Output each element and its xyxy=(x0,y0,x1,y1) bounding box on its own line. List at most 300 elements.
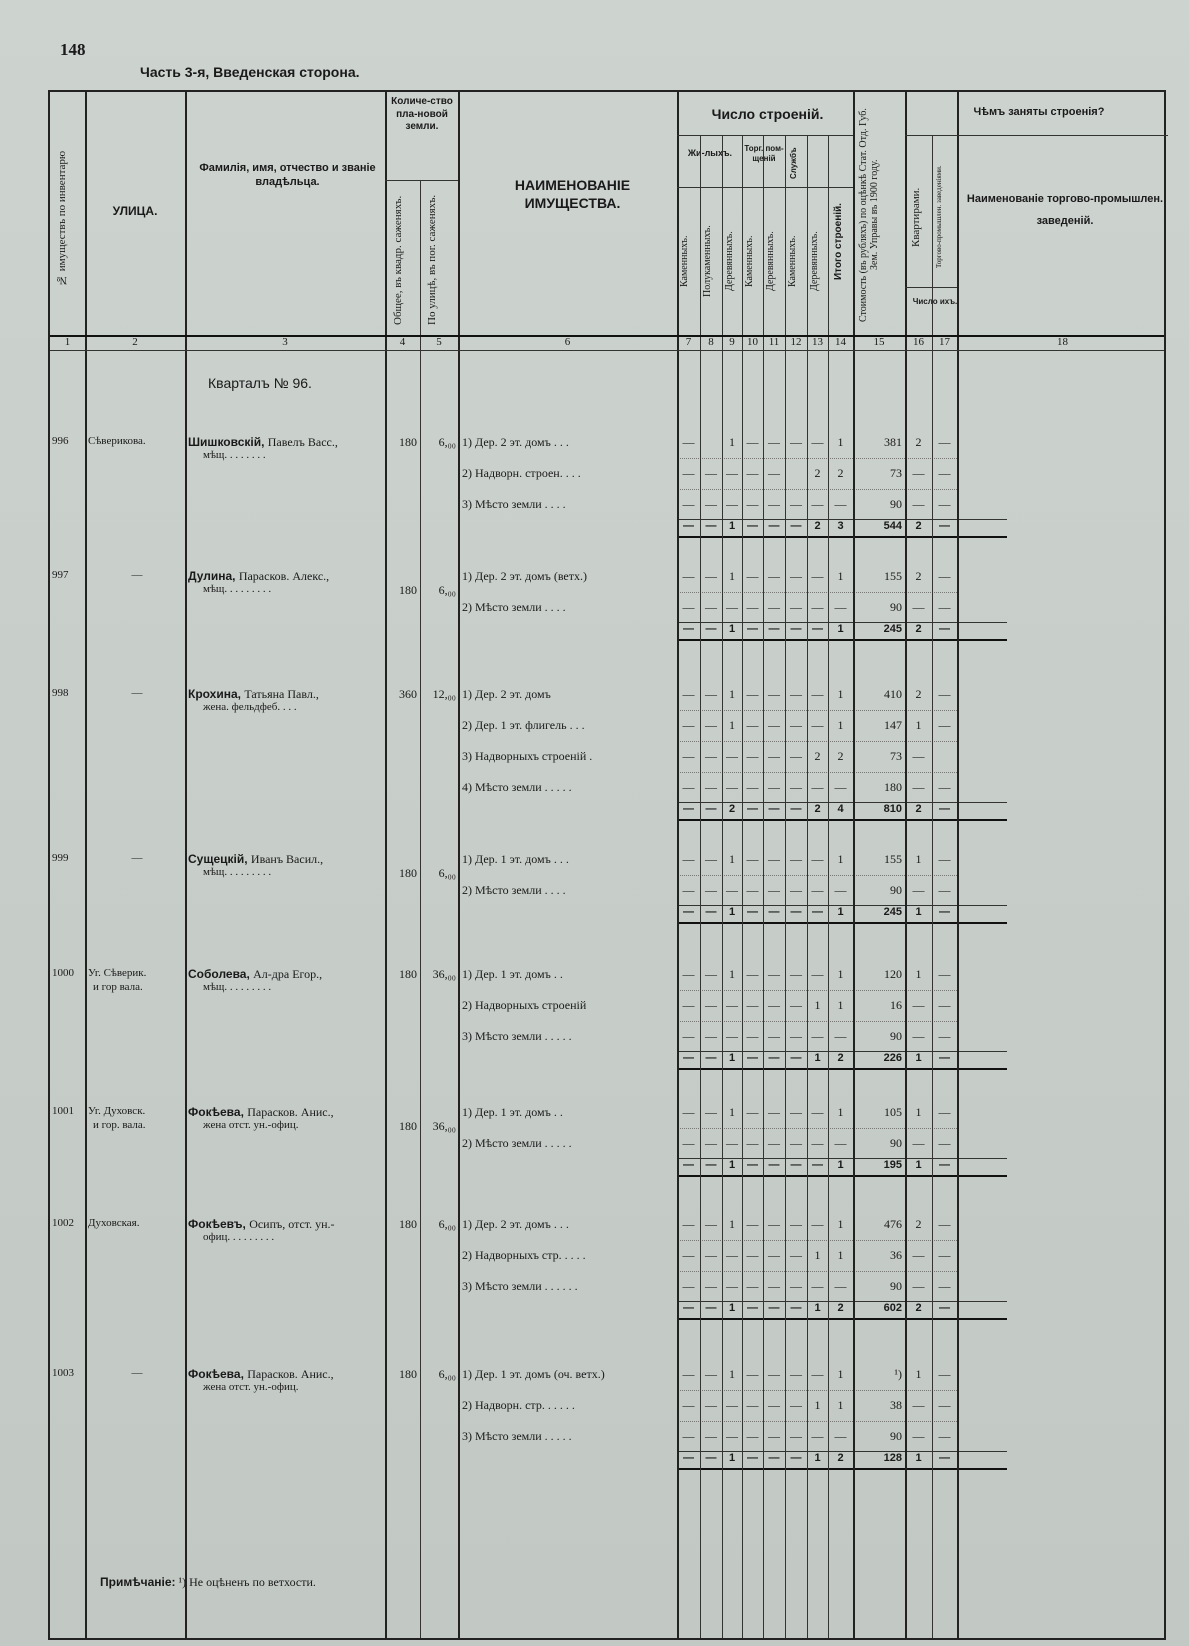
total-c12: — xyxy=(790,906,802,918)
total-c17: — xyxy=(939,520,950,532)
cell-c13: — xyxy=(811,883,824,897)
total-c16: 2 xyxy=(915,1302,922,1314)
cell-c9: — xyxy=(726,1279,738,1293)
header-count: Число ихъ. xyxy=(912,297,958,306)
total-c9: 2 xyxy=(728,803,736,815)
land-frontage: 6,₀₀ xyxy=(438,583,456,597)
total-c9: 1 xyxy=(728,1159,736,1171)
owner-name xyxy=(188,967,322,982)
header-total-buildings: Итого строеній. xyxy=(833,203,844,281)
cell-c8: — xyxy=(705,883,717,897)
cell-c10: — xyxy=(746,435,759,449)
cell-c7: — xyxy=(682,600,695,614)
cell-c8: — xyxy=(705,780,717,794)
column-number: 16 xyxy=(913,336,924,348)
total-c16: 1 xyxy=(915,1159,922,1171)
street-name: — xyxy=(131,569,143,581)
land-frontage: 36,₀₀ xyxy=(432,1119,456,1133)
cell-c10: — xyxy=(746,998,759,1012)
header-buildings-group: Число строеній. xyxy=(711,106,824,122)
cell-c13: — xyxy=(811,1136,824,1150)
cell-c17: — xyxy=(938,1029,951,1043)
cell-c11: — xyxy=(768,1217,780,1231)
cell-c16: 1 xyxy=(915,852,922,866)
header-rule xyxy=(385,180,458,181)
cell-c13: 2 xyxy=(814,749,821,763)
cell-c12: — xyxy=(790,1105,802,1119)
total-c15: 245 xyxy=(883,623,902,635)
total-c17: — xyxy=(939,803,950,815)
cell-c7: — xyxy=(682,1217,695,1231)
cell-c15: 38 xyxy=(890,1398,902,1412)
land-area: 180 xyxy=(399,435,417,449)
owner-given: Иванъ Васил., xyxy=(250,852,324,866)
land-area: 360 xyxy=(399,687,417,701)
cell-c16: — xyxy=(912,1279,925,1293)
cell-c8: — xyxy=(705,1367,717,1381)
cell-c8: — xyxy=(705,1279,717,1293)
row-rule xyxy=(677,592,957,593)
total-c13: 1 xyxy=(814,1452,821,1464)
number-row-rule xyxy=(50,350,1164,351)
total-c9: 1 xyxy=(728,906,736,918)
total-c14: 2 xyxy=(837,1452,844,1464)
total-c17: — xyxy=(939,1052,950,1064)
cell-c9: — xyxy=(726,1029,738,1043)
total-c12: — xyxy=(790,803,802,815)
cell-c9: — xyxy=(726,749,738,763)
cell-c11: — xyxy=(768,1398,780,1412)
cell-c8: — xyxy=(705,687,717,701)
property-item-name: 1) Дер. 2 эт. домъ (ветх.) xyxy=(462,569,587,583)
cell-c17: — xyxy=(938,466,951,480)
cell-c10: — xyxy=(746,466,759,480)
cell-c14: 1 xyxy=(837,1248,844,1262)
cell-c14: — xyxy=(834,780,847,794)
header-apartments: Квартирами. xyxy=(910,187,922,247)
header-street: УЛИЦА. xyxy=(112,204,158,218)
cell-c7: — xyxy=(682,1398,695,1412)
cell-c15: 120 xyxy=(884,967,902,981)
cell-c14: — xyxy=(834,1029,847,1043)
row-rule xyxy=(677,458,957,459)
cell-c14: — xyxy=(834,1429,847,1443)
cell-c17: — xyxy=(938,1279,951,1293)
owner-title: мѣщ. . . . . . . . . xyxy=(203,866,272,878)
header-valuation: Стоимость (въ рубляхъ) по оцѣнкѣ Стат. Отд. Губ. Зем. Управы въ 1900 году. xyxy=(858,108,880,322)
column-rule xyxy=(385,92,387,1638)
column-rule xyxy=(957,92,959,1638)
cell-c10: — xyxy=(746,569,759,583)
owner-surname: Сущецкій, xyxy=(188,852,251,866)
cell-c13: — xyxy=(811,852,824,866)
cell-c16: — xyxy=(912,600,925,614)
total-c9: 1 xyxy=(728,623,736,635)
land-area: 180 xyxy=(399,1217,417,1231)
total-c12: — xyxy=(790,1052,802,1064)
row-rule xyxy=(677,1390,957,1391)
header-area: Общее, въ квадр. саженяхъ. xyxy=(392,195,404,325)
cell-c16: — xyxy=(912,1029,925,1043)
cell-c12: — xyxy=(790,1029,802,1043)
cell-c7: — xyxy=(682,780,695,794)
cell-c9: 1 xyxy=(729,852,735,866)
cell-c16: — xyxy=(912,749,925,763)
header-rule xyxy=(905,135,1168,136)
total-c15: 195 xyxy=(883,1159,902,1171)
cell-c9: — xyxy=(726,780,738,794)
total-c7: — xyxy=(683,623,694,635)
cell-c17: — xyxy=(938,1398,951,1412)
cell-c7: — xyxy=(682,749,695,763)
cell-c10: — xyxy=(746,1105,759,1119)
cell-c8: — xyxy=(705,1029,717,1043)
footnote-label: Примѣчаніе: xyxy=(100,1575,176,1589)
cell-c8: — xyxy=(705,749,717,763)
cell-c9: — xyxy=(726,497,738,511)
cell-c10: — xyxy=(746,1029,759,1043)
cell-c10: — xyxy=(746,687,759,701)
cell-c11: — xyxy=(768,1279,780,1293)
column-rule xyxy=(742,135,743,1638)
inventory-number: 1001 xyxy=(52,1105,74,1117)
column-number: 13 xyxy=(812,336,823,348)
cell-c12: — xyxy=(790,497,802,511)
column-number: 18 xyxy=(1057,336,1068,348)
cell-c15: 36 xyxy=(890,1248,902,1262)
property-item-name: 2) Мѣсто земли . . . . xyxy=(462,883,566,897)
cell-c7: — xyxy=(682,435,695,449)
cell-c7: — xyxy=(682,466,695,480)
cell-c10: — xyxy=(746,497,759,511)
column-number: 17 xyxy=(939,336,950,348)
total-c11: — xyxy=(768,906,780,918)
cell-c13: — xyxy=(811,497,824,511)
column-rule xyxy=(853,92,855,1638)
owner-surname: Фокѣева, xyxy=(188,1105,248,1119)
cell-c10: — xyxy=(746,1217,759,1231)
cell-c15: 90 xyxy=(890,883,902,897)
quarter-title: Кварталъ № 96. xyxy=(208,375,312,391)
cell-c15: 147 xyxy=(884,718,902,732)
total-c7: — xyxy=(683,803,694,815)
cell-c8: — xyxy=(705,1398,717,1412)
cell-c16: 2 xyxy=(915,569,922,583)
owner-surname: Шишковскій, xyxy=(188,435,268,449)
column-rule xyxy=(185,92,187,1638)
column-rule xyxy=(763,135,764,1638)
total-c10: — xyxy=(747,1302,758,1314)
cell-c12: — xyxy=(790,687,802,701)
cell-c15: 73 xyxy=(890,466,902,480)
cell-c16: 2 xyxy=(915,1217,922,1231)
column-rule xyxy=(905,92,907,1638)
total-c9: 1 xyxy=(728,1452,736,1464)
cell-c9: 1 xyxy=(729,569,735,583)
cell-c8: — xyxy=(705,998,717,1012)
cell-c16: 1 xyxy=(915,1367,922,1381)
total-c15: 544 xyxy=(883,520,902,532)
cell-c12: — xyxy=(790,435,802,449)
cell-c8: — xyxy=(705,1429,717,1443)
owner-title: мѣщ. . . . . . . . . xyxy=(203,583,272,595)
header-rule xyxy=(677,135,853,136)
column-rule xyxy=(700,135,701,1638)
property-item-name: 2) Мѣсто земли . . . . . xyxy=(462,1136,572,1150)
cell-c11: — xyxy=(768,435,780,449)
total-c11: — xyxy=(768,1452,780,1464)
column-number: 5 xyxy=(436,336,442,348)
cell-c8: — xyxy=(705,569,717,583)
owner-given: Парасков. Алекс., xyxy=(238,569,330,583)
cell-c12: — xyxy=(790,718,802,732)
cell-c12: — xyxy=(790,998,802,1012)
cell-c7: — xyxy=(682,1136,695,1150)
total-c13: 2 xyxy=(814,803,821,815)
total-c11: — xyxy=(768,1159,780,1171)
header-trade: Торг. пом-щеній xyxy=(744,144,784,163)
cell-c7: — xyxy=(682,998,695,1012)
cell-c16: — xyxy=(912,1398,925,1412)
property-item-name: 4) Мѣсто земли . . . . . xyxy=(462,780,572,794)
property-item-name: 3) Надворныхъ строеній . xyxy=(462,749,593,763)
cell-c15: 16 xyxy=(890,998,902,1012)
cell-c9: 1 xyxy=(729,1105,735,1119)
column-number: 6 xyxy=(564,336,571,348)
column-rule xyxy=(458,92,460,1638)
cell-c16: — xyxy=(912,1248,925,1262)
cell-c16: — xyxy=(912,1429,925,1443)
cell-c13: — xyxy=(811,718,824,732)
cell-c11: — xyxy=(768,1136,780,1150)
cell-c13: 2 xyxy=(814,466,821,480)
total-c11: — xyxy=(768,623,780,635)
owner-given: Парасков. Анис., xyxy=(247,1367,334,1381)
total-c15: 245 xyxy=(883,906,902,918)
owner-given: Татьяна Павл., xyxy=(244,687,319,701)
owner-name xyxy=(188,1217,335,1232)
row-rule xyxy=(677,1021,957,1022)
cell-c11: — xyxy=(768,687,780,701)
total-c14: 4 xyxy=(837,803,844,815)
total-c13: — xyxy=(812,623,823,635)
property-item-name: 1) Дер. 1 эт. домъ . . xyxy=(462,967,563,981)
street-name-line2: и гор. вала. xyxy=(93,1119,146,1131)
owner-given: Ал-дра Егор., xyxy=(253,967,323,981)
cell-c12: — xyxy=(790,1136,802,1150)
cell-c7: — xyxy=(682,883,695,897)
property-item-name: 3) Мѣсто земли . . . . xyxy=(462,497,566,511)
cell-c8: — xyxy=(705,466,717,480)
property-item-name: 3) Мѣсто земли . . . . . xyxy=(462,1029,572,1043)
total-c14: 3 xyxy=(837,520,844,532)
cell-c13: — xyxy=(811,600,824,614)
cell-c12: — xyxy=(790,1248,802,1262)
cell-c16: — xyxy=(912,1136,925,1150)
cell-c9: 1 xyxy=(729,687,735,701)
cell-c12: — xyxy=(790,1367,802,1381)
total-c8: — xyxy=(705,520,717,532)
total-c17: — xyxy=(939,906,950,918)
total-c15: 226 xyxy=(883,1052,902,1064)
total-c10: — xyxy=(747,623,758,635)
cell-c9: — xyxy=(726,883,738,897)
cell-c8: — xyxy=(705,497,717,511)
cell-c16: — xyxy=(912,883,925,897)
cell-c14: 1 xyxy=(837,718,844,732)
total-c9: 1 xyxy=(728,1052,736,1064)
cell-c9: 1 xyxy=(729,718,735,732)
cell-c10: — xyxy=(746,883,759,897)
column-rule xyxy=(785,135,786,1638)
cell-c10: — xyxy=(746,1398,759,1412)
cell-c13: — xyxy=(811,435,824,449)
property-item-name: 1) Дер. 1 эт. домъ . . xyxy=(462,1105,563,1119)
cell-c17: — xyxy=(938,569,951,583)
street-name: — xyxy=(131,852,143,864)
cell-c11: — xyxy=(768,718,780,732)
cell-c10: — xyxy=(746,852,759,866)
cell-c15: 105 xyxy=(884,1105,902,1119)
cell-c9: — xyxy=(726,1136,738,1150)
owner-title: жена отст. ун.-офиц. xyxy=(203,1119,299,1131)
land-frontage: 6,₀₀ xyxy=(438,866,456,880)
property-item-name: 2) Мѣсто земли . . . . xyxy=(462,600,566,614)
property-item-name: 3) Мѣсто земли . . . . . . xyxy=(462,1279,578,1293)
cell-c13: — xyxy=(811,780,824,794)
land-area: 180 xyxy=(399,583,417,597)
total-c9: 1 xyxy=(728,1302,736,1314)
total-c16: 1 xyxy=(915,1052,922,1064)
cell-c10: — xyxy=(746,1279,759,1293)
land-frontage: 6,₀₀ xyxy=(438,435,456,449)
total-c11: — xyxy=(768,1302,780,1314)
total-c13: 1 xyxy=(814,1052,821,1064)
header-property-name: НАИМЕНОВАНІЕ ИМУЩЕСТВА. xyxy=(514,177,631,211)
owner-surname: Фокѣева, xyxy=(188,1367,248,1381)
property-item-name: 2) Надворн. строен. . . . xyxy=(462,466,581,480)
header-occupied-group: Чѣмъ заняты строенія? xyxy=(973,106,1105,118)
land-frontage: 12,₀₀ xyxy=(432,687,456,701)
cell-c8: — xyxy=(705,1136,717,1150)
cell-c11: — xyxy=(768,1367,780,1381)
cell-c10: — xyxy=(746,1367,759,1381)
land-area: 180 xyxy=(399,1367,417,1381)
cell-c8: — xyxy=(705,718,717,732)
total-c14: 2 xyxy=(837,1302,844,1314)
cell-c15: 90 xyxy=(890,1029,902,1043)
cell-c13: — xyxy=(811,569,824,583)
land-frontage: 36,₀₀ xyxy=(432,967,456,981)
footnote xyxy=(100,1575,316,1590)
header-sub-col10: Каменныхъ. xyxy=(744,235,755,287)
property-item-name: 3) Мѣсто земли . . . . . xyxy=(462,1429,572,1443)
property-item-name: 2) Надворн. стр. . . . . . xyxy=(462,1398,575,1412)
cell-c11: — xyxy=(768,569,780,583)
column-number: 10 xyxy=(747,336,758,348)
street-name: Духовская. xyxy=(88,1217,140,1229)
owner-surname: Дулина, xyxy=(188,569,239,583)
cell-c9: — xyxy=(726,1398,738,1412)
cell-c14: 1 xyxy=(837,1217,844,1231)
street-name: Уг. Духовск. xyxy=(88,1105,146,1117)
cell-c12: — xyxy=(790,600,802,614)
cell-c16: 2 xyxy=(915,435,922,449)
total-c8: — xyxy=(705,623,717,635)
cell-c17: — xyxy=(938,780,951,794)
row-rule xyxy=(677,1421,957,1422)
total-c12: — xyxy=(790,520,802,532)
land-area: 180 xyxy=(399,866,417,880)
cell-c14: 1 xyxy=(837,1105,844,1119)
cell-c10: — xyxy=(746,1429,759,1443)
header-sub-col7: Каменныхъ. xyxy=(679,235,690,287)
cell-c15: ¹) xyxy=(894,1367,902,1381)
cell-c11: — xyxy=(768,780,780,794)
cell-c11: — xyxy=(768,1105,780,1119)
header-sub-col9: Деревянныхъ. xyxy=(724,231,735,291)
cell-c7: — xyxy=(682,1105,695,1119)
cell-c16: 2 xyxy=(915,687,922,701)
cell-c12: — xyxy=(790,749,802,763)
total-c17: — xyxy=(939,1159,950,1171)
cell-c8: — xyxy=(705,852,717,866)
cell-c13: — xyxy=(811,1217,824,1231)
cell-c11: — xyxy=(768,1429,780,1443)
cell-c17: — xyxy=(938,1429,951,1443)
total-c16: 2 xyxy=(915,623,922,635)
total-c17: — xyxy=(939,623,950,635)
owner-given: Осипъ, отст. ун.- xyxy=(249,1217,335,1231)
owner-title: жена отст. ун.-офиц. xyxy=(203,1381,299,1393)
cell-c13: — xyxy=(811,687,824,701)
cell-c15: 180 xyxy=(884,780,902,794)
cell-c16: — xyxy=(912,780,925,794)
cell-c16: — xyxy=(912,497,925,511)
cell-c9: — xyxy=(726,1248,738,1262)
row-rule xyxy=(677,710,957,711)
column-number: 2 xyxy=(132,336,138,348)
cell-c10: — xyxy=(746,780,759,794)
cell-c11: — xyxy=(768,600,780,614)
cell-c7: — xyxy=(682,1248,695,1262)
cell-c10: — xyxy=(746,967,759,981)
property-item-name: 2) Надворныхъ строеній xyxy=(462,998,587,1012)
header-frontage: По улицѣ, въ пог. саженяхъ. xyxy=(426,194,438,326)
running-head: Часть 3-я, Введенская сторона. xyxy=(140,64,360,80)
cell-c10: — xyxy=(746,1248,759,1262)
total-c12: — xyxy=(790,1452,802,1464)
owner-given: Павелъ Васс., xyxy=(267,435,338,449)
row-rule xyxy=(677,1271,957,1272)
header-trade-establishments: Торгово-промышлен. заведеніями. xyxy=(935,165,943,269)
total-c7: — xyxy=(683,906,694,918)
owner-name xyxy=(188,435,338,450)
cell-c17: — xyxy=(938,883,951,897)
cell-c11: — xyxy=(768,998,780,1012)
header-sub-col8: Полукаменныхъ. xyxy=(702,225,713,297)
land-frontage: 6,₀₀ xyxy=(438,1367,456,1381)
cell-c8: — xyxy=(705,1248,717,1262)
cell-c15: 381 xyxy=(884,435,902,449)
cell-c15: 90 xyxy=(890,1279,902,1293)
cell-c9: 1 xyxy=(729,435,735,449)
inventory-number: 999 xyxy=(52,852,69,864)
column-number: 4 xyxy=(399,336,406,348)
row-rule xyxy=(677,741,957,742)
total-c12: — xyxy=(790,1159,802,1171)
cell-c12: — xyxy=(790,1279,802,1293)
